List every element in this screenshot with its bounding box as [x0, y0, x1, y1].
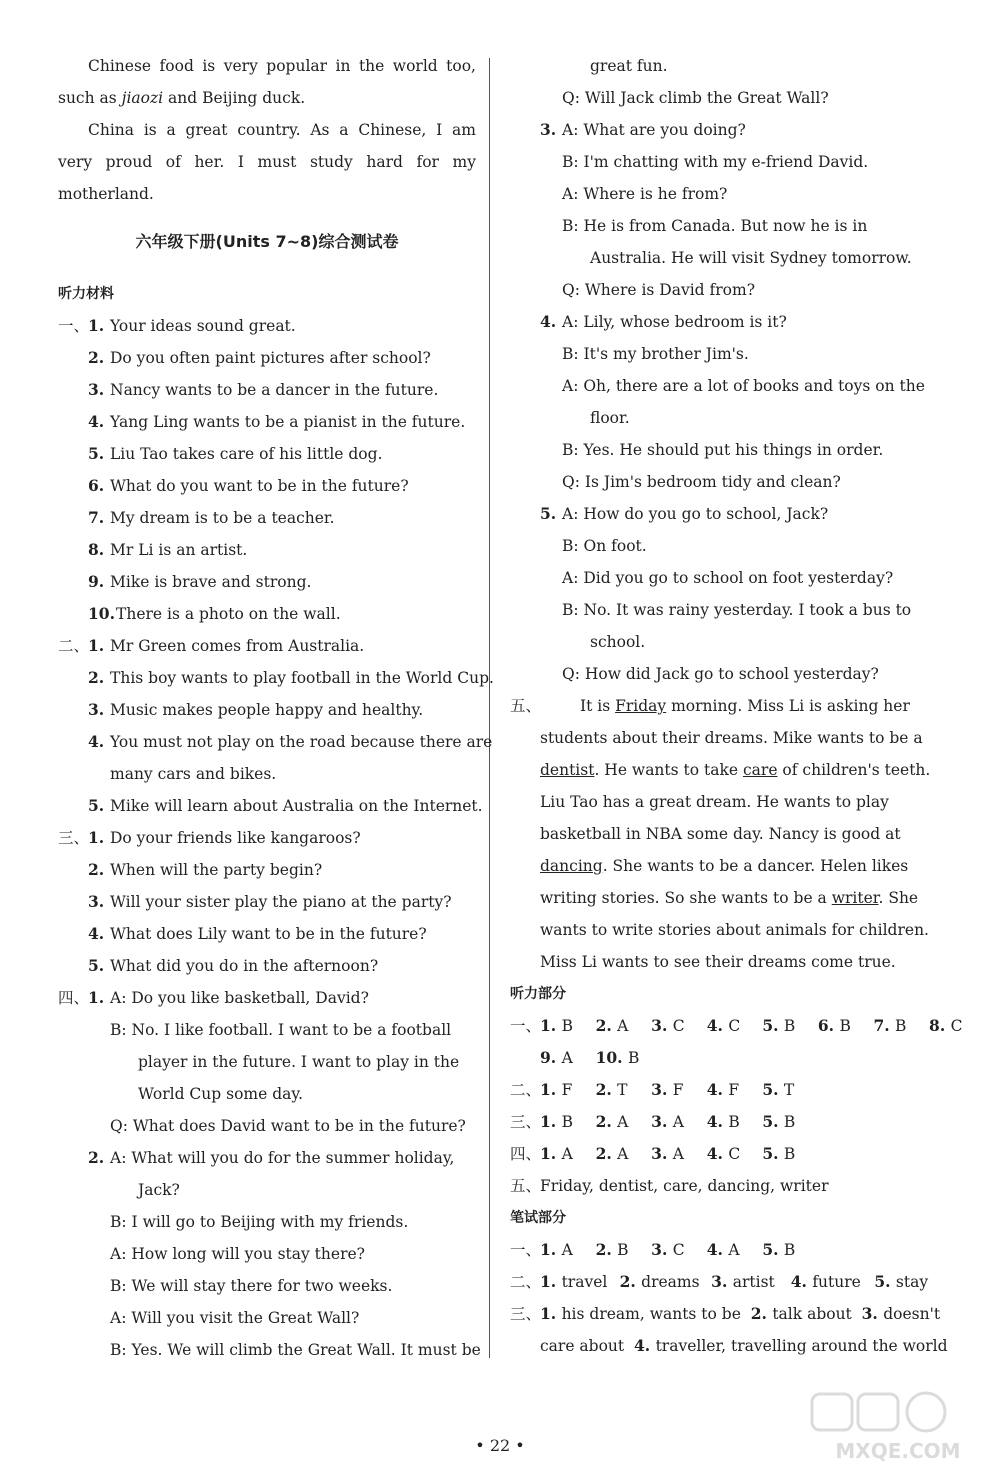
answer-row: care about 4. traveller, travelling around the world [540, 1336, 948, 1355]
answer-row: 五、Friday, dentist, care, dancing, writer [510, 1177, 829, 1195]
answer-row: 三、1. his dream, wants to be 2. talk about 3. doesn't [510, 1304, 941, 1323]
list-item: 5. A: How do you go to school, Jack? [540, 504, 829, 523]
svg-text:MXQE.COM: MXQE.COM [835, 1439, 961, 1463]
passage-line: students about their dreams. Mike wants to be a [540, 729, 923, 747]
dialogue-line: A: Oh, there are a lot of books and toys on the [562, 377, 925, 395]
list-item: 9. Mike is brave and strong. [88, 572, 312, 591]
dialogue-line: B: I'm chatting with my e-friend David. [562, 153, 869, 171]
right-column [510, 50, 963, 1362]
list-item: 三、1. Do your friends like kangaroos? [58, 828, 361, 847]
passage-line: writing stories. So she wants to be a writer. She [540, 889, 919, 907]
list-item: 2. This boy wants to play football in the World Cup. [88, 668, 494, 687]
list-item: 一、1. Your ideas sound great. [58, 316, 296, 335]
dialogue-line: Australia. He will visit Sydney tomorrow. [590, 249, 912, 267]
dialogue-line: Q: How did Jack go to school yesterday? [562, 665, 879, 683]
list-item: 4. What does Lily want to be in the future? [88, 924, 427, 943]
list-item: 2. A: What will you do for the summer holiday, [88, 1148, 455, 1167]
dialogue-line: B: He is from Canada. But now he is in [562, 217, 868, 235]
text-line: such as jiaozi and Beijing duck. [58, 89, 306, 107]
dialogue-line: A: Did you go to school on foot yesterday? [562, 569, 894, 587]
dialogue-line: B: On foot. [562, 537, 647, 555]
list-item: 5. Mike will learn about Australia on the Internet. [88, 796, 483, 815]
dialogue-line: school. [590, 633, 646, 651]
list-item: 5. What did you do in the afternoon? [88, 956, 379, 975]
list-item: 3. Nancy wants to be a dancer in the future. [88, 380, 439, 399]
dialogue-line: B: Yes. He should put his things in order. [562, 441, 884, 459]
text-line: Chinese food is very popular in the world too, [88, 57, 476, 75]
list-item: 7. My dream is to be a teacher. [88, 508, 335, 527]
list-item: 四、1. A: Do you like basketball, David? [58, 988, 369, 1007]
dialogue-line: B: Yes. We will climb the Great Wall. It must be [110, 1341, 481, 1359]
text-line: China is a great country. As a Chinese, I am [88, 121, 476, 139]
dialogue-line: A: How long will you stay there? [110, 1245, 365, 1263]
answers-heading: 笔试部分 [510, 1210, 566, 1226]
dialogue-line: player in the future. I want to play in the [138, 1053, 460, 1071]
passage-line: Liu Tao has a great dream. He wants to play [540, 793, 889, 811]
list-item: 8. Mr Li is an artist. [88, 540, 248, 559]
dialogue-line: B: No. It was rainy yesterday. I took a bus to [562, 601, 912, 619]
left-column [58, 50, 494, 1366]
answer-row: 一、1. A 2. B 3. C 4. A 5. B [510, 1240, 796, 1259]
list-item: 2. When will the party begin? [88, 860, 323, 879]
dialogue-line: Jack? [138, 1181, 180, 1199]
answer-row: 9. A 10. B [540, 1048, 640, 1067]
list-item: 4. A: Lily, whose bedroom is it? [540, 312, 787, 331]
list-item: 2. Do you often paint pictures after school? [88, 348, 431, 367]
section-heading: 听力材料 [58, 286, 114, 302]
watermark-logo [808, 1390, 988, 1465]
answer-row: 二、1. travel 2. dreams 3. artist 4. future 5. stay [510, 1272, 929, 1291]
list-item: 3. A: What are you doing? [540, 120, 746, 139]
page-number: • 22 • [475, 1436, 525, 1455]
dialogue-line: Q: Will Jack climb the Great Wall? [562, 89, 829, 107]
text-line: very proud of her. I must study hard for my [58, 153, 476, 171]
answer-row: 一、1. B 2. A 3. C 4. C 5. B 6. B 7. B 8. C [510, 1016, 963, 1035]
dialogue-line: Q: Is Jim's bedroom tidy and clean? [562, 473, 841, 491]
list-item: 10.There is a photo on the wall. [88, 604, 341, 623]
dialogue-line: A: Will you visit the Great Wall? [110, 1309, 360, 1327]
answer-row: 四、1. A 2. A 3. A 4. C 5. B [510, 1144, 796, 1163]
dialogue-line: Q: What does David want to be in the future? [110, 1117, 466, 1135]
dialogue-line: A: Where is he from? [562, 185, 728, 203]
list-item: 3. Will your sister play the piano at the party? [88, 892, 452, 911]
dialogue-line: World Cup some day. [138, 1085, 303, 1103]
passage-line: Miss Li wants to see their dreams come true. [540, 953, 896, 971]
list-item: many cars and bikes. [110, 765, 277, 783]
answer-row: 二、1. F 2. T 3. F 4. F 5. T [510, 1080, 795, 1099]
list-item: 二、1. Mr Green comes from Australia. [58, 636, 365, 655]
passage-line: 五、 It is Friday morning. Miss Li is asking her [510, 697, 910, 715]
dialogue-line: floor. [590, 409, 630, 427]
answer-row: 三、1. B 2. A 3. A 4. B 5. B [510, 1112, 796, 1131]
passage-line: dancing. She wants to be a dancer. Helen likes [540, 857, 909, 875]
test-title: 六年级下册(Units 7~8)综合测试卷 [135, 232, 399, 251]
list-item: 5. Liu Tao takes care of his little dog. [88, 444, 383, 463]
list-item: 4. You must not play on the road because there are [88, 732, 493, 751]
dialogue-line: great fun. [590, 57, 668, 75]
passage-line: basketball in NBA some day. Nancy is good at [540, 825, 901, 843]
list-item: 4. Yang Ling wants to be a pianist in the future. [88, 412, 466, 431]
dialogue-line: B: I will go to Beijing with my friends. [110, 1213, 409, 1231]
text-line: motherland. [58, 185, 154, 203]
list-item: 6. What do you want to be in the future? [88, 476, 409, 495]
list-item: 3. Music makes people happy and healthy. [88, 700, 424, 719]
column-divider [489, 58, 490, 1358]
passage-line: wants to write stories about animals for children. [540, 921, 929, 939]
answers-heading: 听力部分 [510, 986, 566, 1002]
dialogue-line: B: We will stay there for two weeks. [110, 1277, 393, 1295]
dialogue-line: Q: Where is David from? [562, 281, 756, 299]
passage-line: dentist. He wants to take care of children's teeth. [540, 761, 931, 779]
dialogue-line: B: No. I like football. I want to be a football [110, 1021, 452, 1039]
dialogue-line: B: It's my brother Jim's. [562, 345, 749, 363]
